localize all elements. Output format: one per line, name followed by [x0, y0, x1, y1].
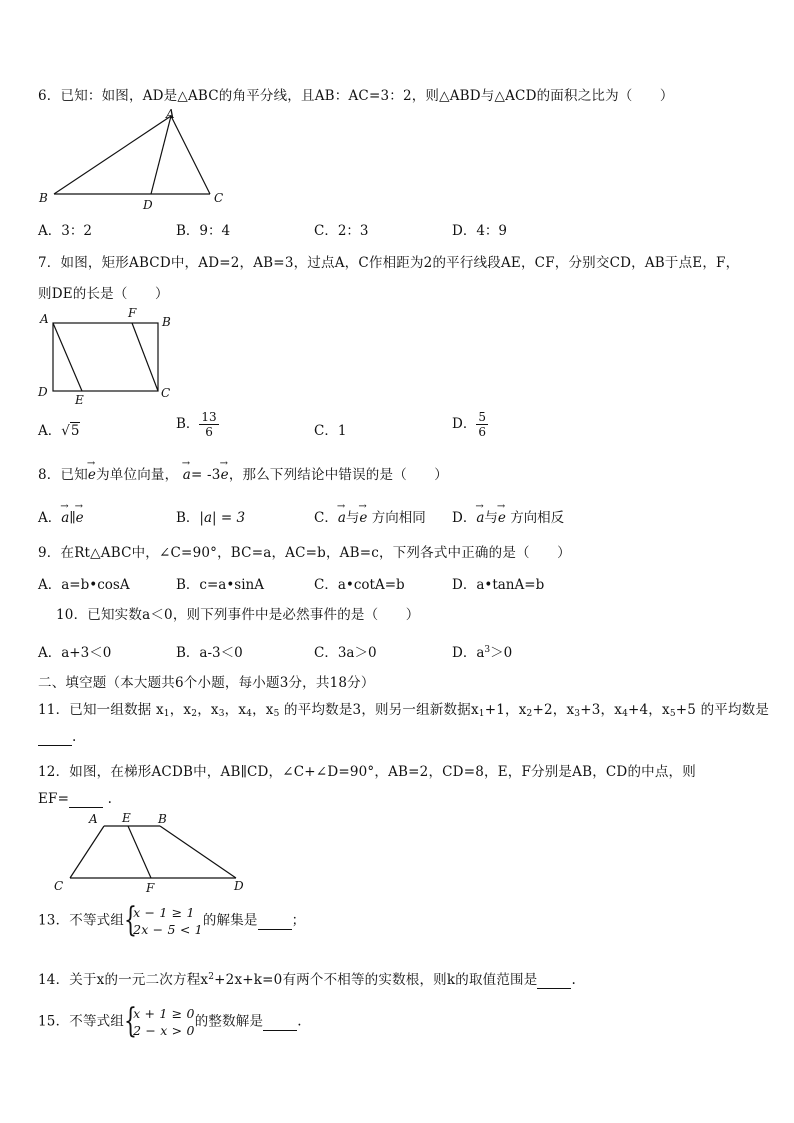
answer-blank[interactable] — [258, 913, 292, 930]
q7-option-a[interactable]: A．√5 — [38, 423, 80, 439]
q8-option-a[interactable]: A．→ a∥→ e — [38, 506, 84, 526]
label-d: D — [143, 198, 153, 212]
q7-option-c[interactable]: C．1 — [314, 423, 347, 439]
label-f: F — [128, 306, 137, 320]
label-d: D — [38, 385, 48, 399]
question-12-stem-line2: EF= . — [38, 791, 113, 807]
inequality-system: { x + 1 ≥ 0 2 − x > 0 — [124, 1001, 195, 1041]
question-7-stem-line2: 则DE的长是（ ） — [38, 286, 169, 302]
question-6-stem: 6．已知：如图，AD是△ABC的角平分线，且AB：AC=3：2，则△ABD与△ACD的面积之比为（ ） — [38, 88, 674, 104]
label-b: B — [162, 315, 171, 329]
triangle-figure-q6 — [36, 106, 236, 214]
q9-option-c[interactable]: C．a•cotA=b — [314, 577, 405, 593]
q10-option-b[interactable]: B．a-3＜0 — [176, 645, 243, 661]
label-c: C — [161, 386, 171, 400]
label-c: C — [214, 191, 224, 205]
q9-option-b[interactable]: B．c=a•sinA — [176, 577, 264, 593]
label-e: E — [122, 811, 131, 825]
q8-option-c[interactable]: C．→ a与→ e 方向相同 — [314, 506, 426, 526]
label-f: F — [146, 881, 155, 895]
question-13-stem: 13．不等式组 { x − 1 ≥ 1 2x − 5 < 1 的解集是 ； — [38, 900, 306, 940]
inequality-system: { x − 1 ≥ 1 2x − 5 < 1 — [124, 900, 203, 940]
rectangle-figure-q7 — [36, 306, 186, 406]
question-15-stem: 15．不等式组 { x + 1 ≥ 0 2 − x > 0 的整数解是 . — [38, 1001, 302, 1041]
q6-option-a[interactable]: A．3：2 — [38, 223, 92, 239]
q7-option-d[interactable]: D． $\frac{5}{6}$ — [452, 410, 486, 439]
q7-option-b[interactable]: B． $\frac{13}{6}$ — [176, 410, 217, 439]
answer-blank[interactable] — [537, 972, 571, 989]
question-11-stem: 11．已知一组数据 $x_1$，$x_2$，$x_3$，$x_4$，$x_5$ 的平均数是3，则另一组新数据$x_1+1$，$x_2+2$，$x_3+3$，$x_4+4$，$x_5+5$ 的平均数是 — [38, 702, 770, 719]
question-10-stem: 10．已知实数a＜0，则下列事件中是必然事件的是（ ） — [56, 607, 420, 623]
q6-option-b[interactable]: B．9：4 — [176, 223, 231, 239]
label-a: A — [40, 312, 49, 326]
q10-option-c[interactable]: C．3a＞0 — [314, 645, 377, 661]
label-b: B — [39, 191, 48, 205]
question-9-stem: 9．在Rt△ABC中，∠C=90°，BC=a，AC=b，AB=c，下列各式中正确的是（ ） — [38, 545, 571, 561]
q6-option-c[interactable]: C．2：3 — [314, 223, 369, 239]
question-8-stem: 8．已知→ e为单位向量， → a= -3→ e，那么下列结论中错误的是（ ） — [38, 463, 448, 483]
question-14-stem: 14．关于x的一元二次方程$x^2+2x+k=0$有两个不相等的实数根，则k的取值范围是 . — [38, 972, 576, 988]
trapezoid-figure-q12 — [50, 810, 250, 895]
q9-option-d[interactable]: D．a•tanA=b — [452, 577, 545, 593]
answer-blank[interactable] — [69, 791, 103, 808]
answer-blank[interactable] — [263, 1014, 297, 1031]
q10-option-a[interactable]: A．a+3＜0 — [38, 645, 112, 661]
answer-blank[interactable] — [38, 729, 72, 746]
fraction: $\frac{5}{6}$ — [478, 410, 486, 439]
question-11-answer-line: . — [38, 729, 77, 746]
label-b: B — [158, 812, 167, 826]
label-a: A — [89, 812, 98, 826]
sqrt-symbol: √5 — [61, 423, 80, 439]
label-e: E — [75, 393, 84, 406]
question-12-stem-line1: 12．如图，在梯形ACDB中，AB∥CD，∠C+∠D=90°，AB=2，CD=8，E，F分别是AB，CD的中点，则 — [38, 764, 696, 780]
question-7-stem-line1: 7．如图，矩形ABCD中，AD=2，AB=3，过点A，C作相距为2的平行线段AE，CF，分别交CD，AB于点E，F， — [38, 255, 740, 271]
q8-option-b[interactable]: B．|a| = 3 — [176, 510, 246, 526]
label-c: C — [54, 879, 64, 893]
label-d: D — [234, 879, 244, 893]
fraction: $\frac{13}{6}$ — [201, 410, 217, 439]
q9-option-a[interactable]: A．a=b•cosA — [38, 577, 130, 593]
section-2-heading: 二、填空题（本大题共6个小题，每小题3分，共18分） — [38, 675, 375, 691]
q8-option-d[interactable]: D．→ a与→ e 方向相反 — [452, 506, 564, 526]
q10-option-d[interactable]: D．$a^3>0$ — [452, 645, 513, 661]
q6-option-d[interactable]: D．4：9 — [452, 223, 508, 239]
label-a: A — [166, 107, 175, 121]
